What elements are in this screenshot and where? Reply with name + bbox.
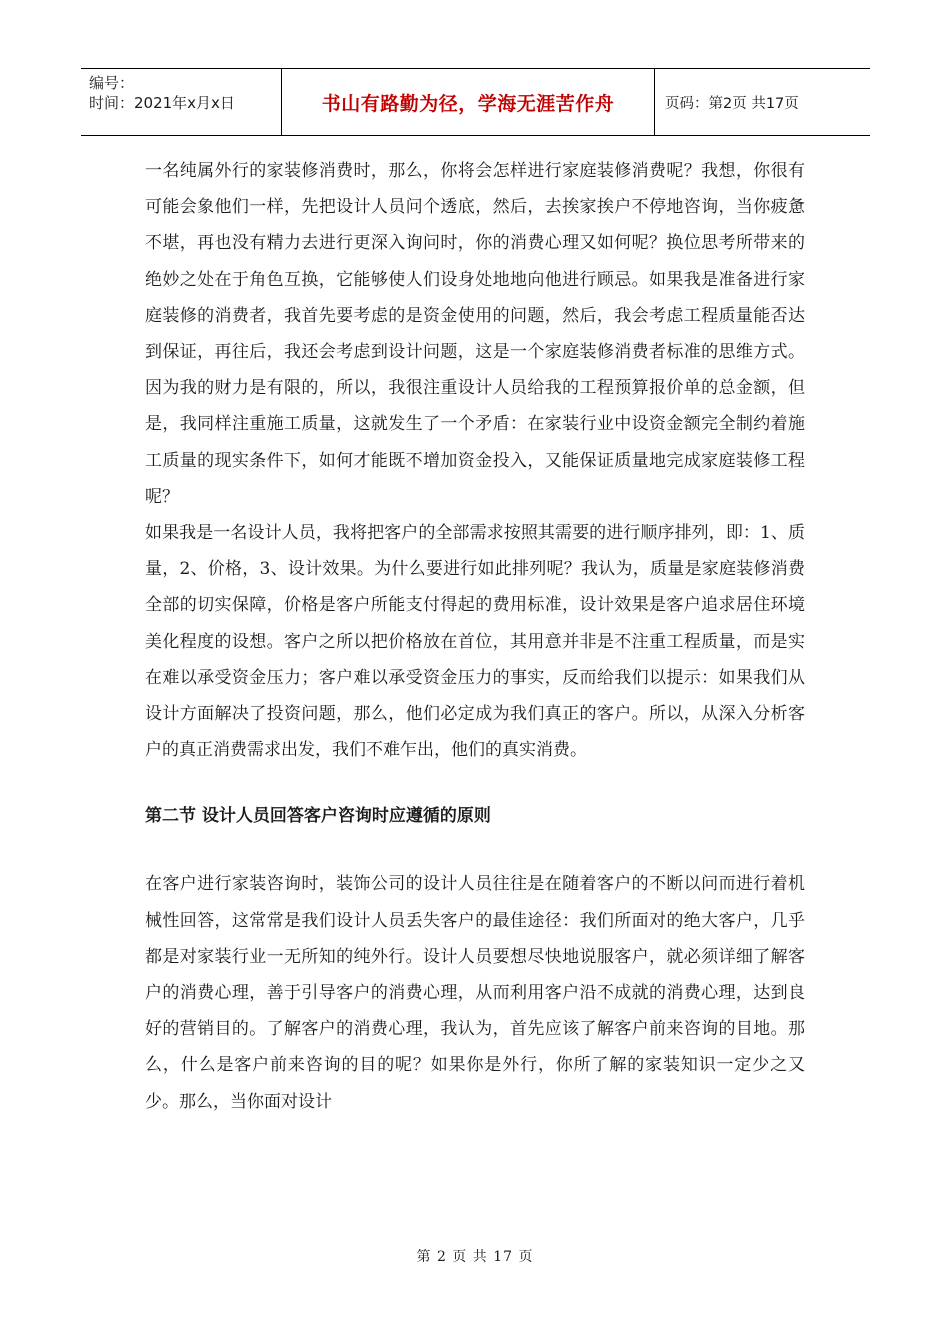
spacer <box>145 834 805 866</box>
header-page-code: 页码：第2页 共17页 <box>665 95 799 112</box>
document-body <box>145 153 805 1120</box>
page-footer: 第 2 页 共 17 页 <box>416 1249 534 1265</box>
section-title: 第二节 设计人员回答客户咨询时应遵循的原则 <box>145 806 491 827</box>
body-paragraph-3: 在客户进行家装咨询时，装饰公司的设计人员往往是在随着客户的不断以问而进行着机械性回答，这常常是我们设计人员丢失客户的最佳途径：我们所面对的绝大客户，几乎都是对家装行业一无所知的纯外行。设计人员要想尽快地说服客户，就必须详细了解客户的消费心理，善于引导客户的消费心理，从而利用客户沿不成就的消费心理，达到良好的营销目的。了解客户的消费心理，我认为，首先应该了解客户前来咨询的目地。那么，什么是客户前来咨询的目的呢？如果你是外行，你所了解的家装知识一定少之又少。那么，当你面对设计 <box>145 874 805 1112</box>
body-paragraph-1: 一名纯属外行的家装修消费时，那么，你将会怎样进行家庭装修消费呢？我想，你很有可能会象他们一样，先把设计人员问个透底，然后，去挨家挨户不停地咨询，当你疲惫不堪，再也没有精力去进行更深入询问时，你的消费心理又如何呢？换位思考所带来的绝妙之处在于角色互换，它能够使人们设身处地地向他进行顾忌。如果我是准备进行家庭装修的消费者，我首先要考虑的是资金使用的问题，然后，我会考虑工程质量能否达到保证，再往后，我还会考虑到设计问题，这是一个家庭装修消费者标准的思维方式。因为我的财力是有限的，所以，我很注重设计人员给我的工程预算报价单的总金额，但是，我同样注重施工质量，这就发生了一个矛盾：在家装行业中设资金额完全制约着施工质量的现实条件下，如何才能既不增加资金投入，又能保证质量地完成家庭装修工程呢？ <box>145 161 805 507</box>
document-number: 编号： <box>89 74 135 92</box>
header-meta <box>81 69 282 135</box>
body-paragraph-2: 如果我是一名设计人员，我将把客户的全部需求按照其需要的进行顺序排列，即：1、质量，2、价格，3、设计效果。为什么要进行如此排列呢？我认为，质量是家庭装修消费全部的切实保障，价格是客户所能支付得起的费用标准，设计效果是客户追求居住环境美化程度的设想。客户之所以把价格放在首位，其用意并非是不注重工程质量，而是实在难以承受资金压力；客户难以承受资金压力的事实，反而给我们以提示：如果我们从设计方面解决了投资问题，那么，他们必定成为我们真正的客户。所以，从深入分析客户的真正消费需求出发，我们不难乍出，他们的真实消费。 <box>145 523 805 761</box>
header-page-code-cell <box>655 69 870 135</box>
header-motto-cell <box>282 69 655 135</box>
spacer <box>145 768 805 798</box>
header-motto: 书山有路勤为径，学海无涯苦作舟 <box>321 92 615 115</box>
page-header <box>81 68 870 136</box>
document-date: 时间：2021年x月x日 <box>89 94 235 112</box>
